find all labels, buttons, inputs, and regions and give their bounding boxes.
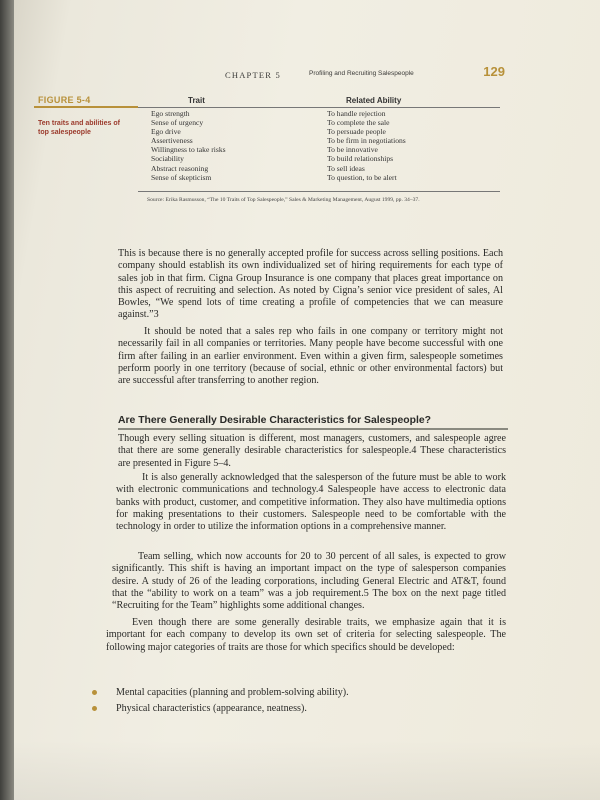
- bullet-list: [92, 687, 492, 719]
- page-number: 129: [483, 64, 505, 79]
- heading-underline: [118, 428, 508, 430]
- table-header-ability: Related Ability: [346, 96, 402, 105]
- ability-cell: To sell ideas: [327, 163, 365, 173]
- paragraph: Team selling, which now accounts for 20 to 30 percent of all sales, is expected to grow significantly. This shift is having an important impact on the type of salesperson companies desire. A study of 26 of the leading corporations, including General Electric and AT&T, found that the “ability to work on a team” was a job requirement.5 The box on the next page titled “Recruiting for the Team” highlights some additional changes.: [112, 551, 506, 612]
- list-item-text: Physical characteristics (appearance, neatness).: [116, 703, 307, 714]
- ability-cell: To question, to be alert: [327, 172, 397, 182]
- ability-cell: To handle rejection: [327, 109, 386, 118]
- paragraph: It should be noted that a sales rep who fails in one company or territory might not necessarily fail in all companies or territories. Many people have become successful with one firm after failing in an earlier environment. Even within a given firm, salespeople sometimes perform poorly in one territory (because of social, ethnic or other environmental factors) but are successful after transferring to another region.: [118, 326, 503, 387]
- table-header-trait: Trait: [188, 96, 205, 105]
- figure-label: FIGURE 5-4: [38, 95, 91, 105]
- table-rule-bottom: [138, 191, 500, 192]
- figure-caption: Ten traits and abilities of top salespeople: [38, 120, 120, 136]
- list-item-text: Mental capacities (planning and problem-solving ability).: [116, 687, 349, 698]
- ability-cell: To build relationships: [327, 154, 394, 164]
- list-item: [92, 687, 492, 703]
- ability-cell: To be innovative: [327, 145, 378, 155]
- paragraph: It is also generally acknowledged that the salesperson of the future must be able to work with electronic communications and technology.4 Salespeople have access to electronic data banks with product, customer, and competitive information. They also have multimedia options for making presentations to their customers. Salespeople need to be comfortable with the technology in order to utilize the information options in a comprehensive manner.: [116, 472, 506, 533]
- paragraph: Though every selling situation is different, most managers, customers, and salespeople agree that there are some generally desirable characteristics for salespeople.4 These characteristics are presented in Figure 5–4.: [118, 433, 506, 469]
- paragraph: This is because there is no generally accepted profile for success across selling positions. Each company should establish its own individualized set of hiring requirements for each type of sales job in that firm. Cigna Group Insurance is one company that places great importance on this aspect of recruiting and selection. As noted by Cigna’s senior vice president of sales, Al Bowles, “We spend lots of time creating a profile of competencies that we can measure against.”3: [118, 248, 503, 321]
- trait-cell: Ego strength: [151, 109, 190, 118]
- page-header: [225, 66, 505, 86]
- trait-cell: Assertiveness: [151, 136, 193, 146]
- table-rule-top: [138, 107, 500, 108]
- trait-column: [151, 109, 321, 182]
- page-gutter-shadow: [0, 0, 14, 800]
- section-heading: Are There Generally Desirable Characteristics for Salespeople?: [118, 415, 432, 426]
- bullet-icon: [92, 690, 97, 695]
- trait-cell: Sociability: [151, 154, 184, 164]
- bullet-icon: [92, 706, 97, 711]
- trait-cell: Abstract reasoning: [151, 163, 209, 173]
- ability-cell: To persuade people: [327, 127, 386, 137]
- trait-cell: Ego drive: [151, 127, 181, 137]
- ability-column: [327, 109, 507, 182]
- ability-cell: To complete the sale: [327, 118, 390, 128]
- chapter-label: CHAPTER 5: [225, 70, 281, 80]
- ability-cell: To be firm in negotiations: [327, 136, 406, 146]
- trait-cell: Sense of skepticism: [151, 172, 212, 182]
- paragraph: Even though there are some generally desirable traits, we emphasize again that it is important for each company to develop its own set of criteria for selecting salespeople. The following major categories of traits are those for which specifics should be developed:: [106, 617, 506, 653]
- trait-cell: Sense of urgency: [151, 118, 204, 128]
- figure-source: Source: Erika Rasmusson, “The 10 Traits of Top Salespeople,” Sales & Marketing Management, August 1999, pp. 34–37.: [147, 197, 420, 203]
- list-item: [92, 703, 492, 719]
- trait-cell: Willingness to take risks: [151, 145, 226, 155]
- figure-rule: [34, 106, 138, 108]
- chapter-title: Profiling and Recruiting Salespeople: [309, 70, 414, 77]
- page-bottom-shade: [14, 740, 600, 800]
